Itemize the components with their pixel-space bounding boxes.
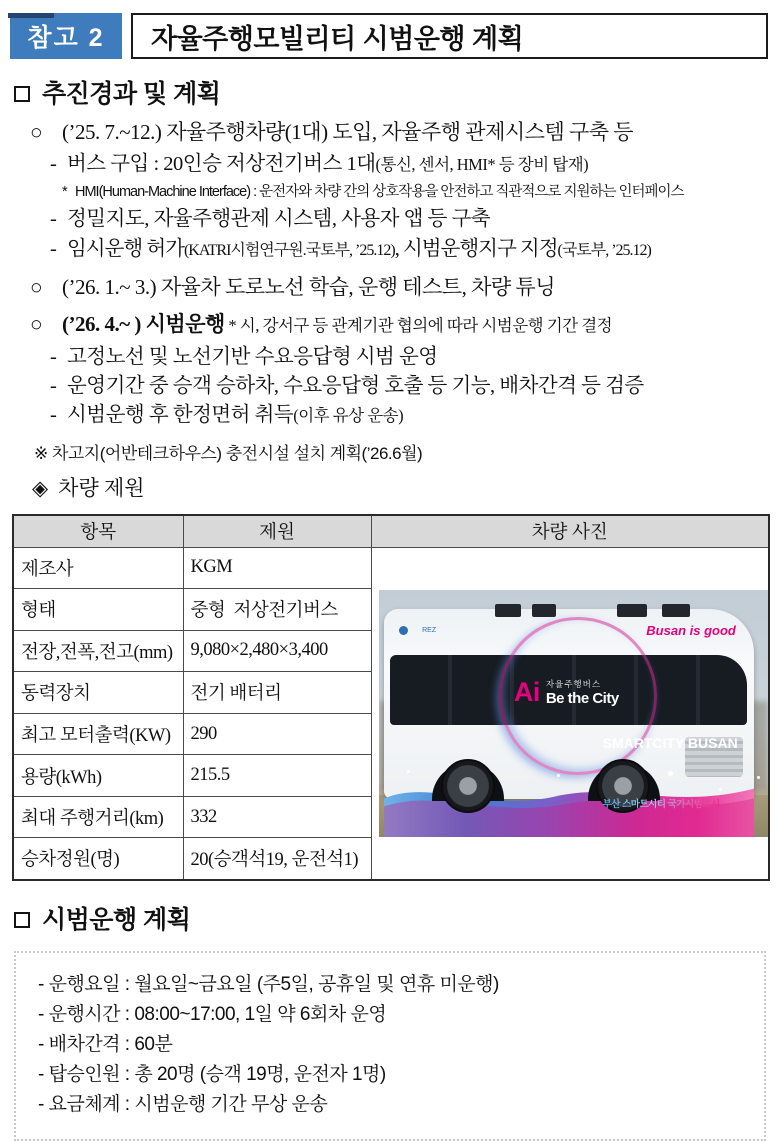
row-value: 9,080×2,480×3,400	[183, 630, 371, 672]
garage-footnote: ※ 차고지(어반테크하우스) 충전시설 설치 계획(’26.6월)	[34, 444, 423, 463]
circle-bullet-icon: ○	[30, 312, 43, 336]
table-row	[13, 547, 769, 589]
square-bullet-icon	[14, 912, 30, 928]
reference-badge: 참고 2	[10, 13, 122, 59]
list-item	[30, 309, 780, 341]
row-value: 20(승객석19, 운전석1)	[183, 838, 371, 880]
row-label: 최대 주행거리(km)	[13, 796, 183, 838]
item-text-small: (KATRI시험연구원.국토부, ’25.12)	[183, 242, 395, 259]
item-text: , 시범운행지구 지정	[394, 238, 558, 260]
row-label: 승차정원(명)	[13, 838, 183, 880]
asterisk-icon: *	[62, 184, 67, 200]
list-item	[50, 343, 780, 372]
dash-bullet-icon: -	[50, 153, 57, 175]
list-item	[50, 150, 780, 179]
row-label: 형태	[13, 589, 183, 631]
item-text: (’26. 1.~ 3.) 자율차 도로노선 학습, 운행 테스트, 차량 튜닝	[62, 275, 555, 299]
spec-heading-label: 차량 제원	[58, 476, 145, 500]
item-text-small: (국토부, ’25.12)	[557, 242, 651, 259]
dash-bullet-icon: -	[50, 238, 56, 260]
list-item	[50, 372, 780, 401]
bus-logos	[399, 626, 436, 635]
bus-photo-cell	[371, 547, 769, 880]
dash-bullet-icon: -	[50, 346, 57, 368]
footnote-text: HMI(Human-Machine Interface) : 운전자와 차량 간의 상호작용을 안전하고 직관적으로 지원하는 인터페이스	[75, 184, 684, 200]
row-value: 290	[183, 713, 371, 755]
dash-bullet-icon: -	[50, 404, 57, 426]
operation-plan-box	[14, 951, 766, 1141]
item-text: 버스 구입 : 20인승 저상전기버스 1대	[67, 153, 376, 175]
item-text-small: (통신, 센서, HMI* 등 장비 탑재)	[375, 155, 589, 174]
document-header	[10, 13, 768, 59]
row-label: 동력장치	[13, 672, 183, 714]
plan-line: - 배차간격 : 60분	[38, 1033, 173, 1055]
bus-label-small: 자율주행버스	[545, 678, 602, 689]
row-value: KGM	[183, 547, 371, 589]
circle-bullet-icon: ○	[30, 275, 43, 299]
col-header-spec: 제원	[183, 515, 371, 547]
col-header-photo: 차량 사진	[371, 515, 769, 547]
roof-sensor-icon	[617, 604, 647, 617]
plan-line: - 요금체계 : 시범운행 기간 무상 운송	[38, 1093, 328, 1115]
section-heading-progress	[14, 79, 780, 109]
bus-photo	[379, 590, 769, 837]
smartcity-sub-text: 부산 스마트시티 국가시범도시	[603, 796, 738, 810]
item-text: 시범운행 후 한정면허 취득	[67, 404, 294, 426]
ai-logo: Ai	[513, 677, 540, 708]
list-item	[50, 205, 780, 234]
plan-line: - 탑승인원 : 총 20명 (승객 19명, 운전자 1명)	[38, 1063, 386, 1085]
row-value: 332	[183, 796, 371, 838]
row-label: 용량(kWh)	[13, 755, 183, 797]
dash-bullet-icon: -	[50, 375, 57, 397]
row-value: 215.5	[183, 755, 371, 797]
roof-sensor-icon	[495, 604, 521, 617]
spec-heading	[32, 474, 780, 502]
item-text-small: (이후 유상 운송)	[293, 406, 404, 425]
circle-bullet-icon: ○	[30, 120, 43, 144]
list-item	[30, 272, 780, 302]
table-header-row	[13, 515, 769, 547]
col-header-item: 항목	[13, 515, 183, 547]
page-title: 자율주행모빌리티 시범운행 계획	[131, 13, 768, 59]
plan-line: - 운행요일 : 월요일~금요일 (주5일, 공휴일 및 연휴 미운행)	[38, 973, 499, 995]
plan-line: - 운행시간 : 08:00~17:00, 1일 약 6회차 운영	[38, 1003, 387, 1025]
row-label: 제조사	[13, 547, 183, 589]
row-value: 전기 배터리	[183, 672, 371, 714]
roof-sensor-icon	[662, 604, 690, 617]
smartcity-busan-text: SMARTCITY BUSAN	[602, 734, 738, 751]
dash-bullet-icon: -	[50, 208, 57, 230]
rez-logo: REZ	[422, 627, 437, 635]
section-heading-plan	[14, 905, 780, 935]
row-value: 중형 저상전기버스	[183, 589, 371, 631]
item-text: 고정노선 및 노선기반 수요응답형 시범 운영	[67, 346, 438, 368]
bus	[384, 609, 754, 810]
square-bullet-icon	[14, 86, 30, 102]
page-edge-fragment	[8, 13, 54, 18]
vehicle-spec-table	[12, 514, 770, 881]
item-text: (’25. 7.~12.) 자율주행차량(1대) 도입, 자율주행 관제시스템 구축 등	[62, 120, 634, 144]
section-heading-label: 추진경과 및 계획	[42, 80, 221, 108]
row-label: 전장,전폭,전고(mm)	[13, 630, 183, 672]
item-text-bold: (’26. 4.~ ) 시범운행	[62, 312, 225, 336]
diamond-bullet-icon: ◈	[32, 476, 49, 500]
footnote-item	[62, 182, 780, 203]
item-text: 정밀지도, 자율주행관제 시스템, 사용자 앱 등 구축	[67, 208, 491, 230]
list-item	[30, 117, 780, 147]
item-note: * 시, 강서구 등 관계기관 협의에 따라 시범운행 기간 결정	[228, 316, 613, 335]
item-text: 운영기간 중 승객 승하차, 수요응답형 호출 등 기능, 배차간격 등 검증	[67, 375, 644, 397]
item-text: 임시운행 허가	[67, 238, 184, 260]
row-label: 최고 모터출력(KW)	[13, 713, 183, 755]
smartcity-busan-logo-icon	[399, 626, 408, 635]
front-wheel-icon	[441, 759, 495, 813]
section-heading-label: 시범운행 계획	[42, 905, 191, 934]
smartcity-branding	[603, 693, 738, 837]
list-item	[50, 235, 780, 265]
sparkle-dots	[407, 770, 410, 773]
bus-slogan: Busan is good	[646, 622, 736, 638]
list-item	[50, 401, 780, 430]
bus-label-large: Be the City	[545, 689, 619, 707]
roof-sensor-icon	[532, 604, 556, 617]
